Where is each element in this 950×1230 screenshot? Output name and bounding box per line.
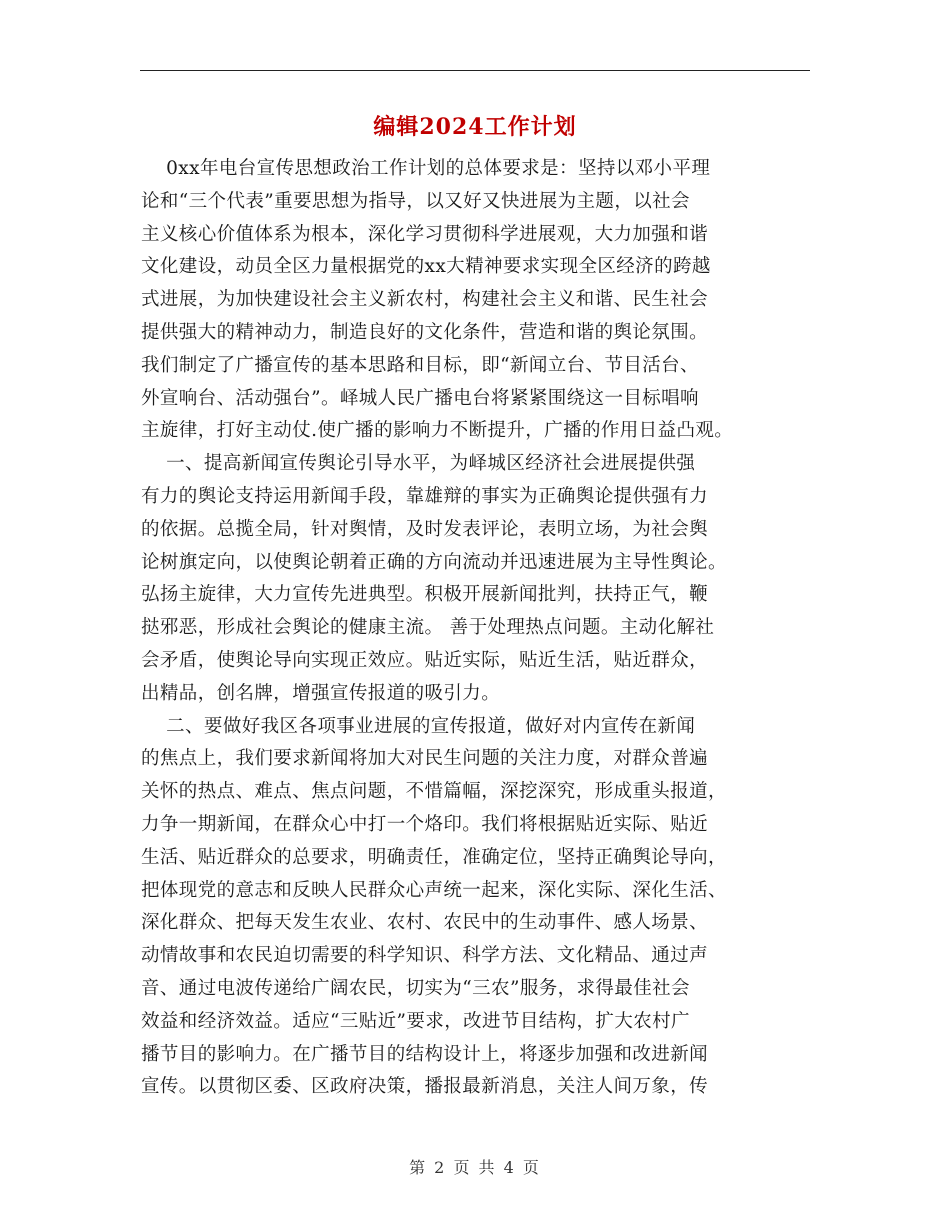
page-number: 第 2 页 共 4 页 <box>409 1158 541 1177</box>
body-line: 一、提高新闻宣传舆论引导水平，为峄城区经济社会进展提供强 <box>141 453 696 475</box>
body-line: 外宣响台、活动强台”。峄城人民广播电台将紧紧围绕这一目标唱响 <box>141 387 699 409</box>
body-line: 关怀的热点、难点、焦点问题，不惜篇幅，深挖深究，形成重头报道， <box>141 781 727 803</box>
body-line: 把体现党的意志和反映人民群众心声统一起来，深化实际、深化生活、 <box>141 879 727 901</box>
body-line: 的焦点上，我们要求新闻将加大对民生问题的关注力度，对群众普遍 <box>141 748 709 770</box>
body-line: 二、要做好我区各项事业进展的宣传报道，做好对内宣传在新闻 <box>141 715 696 737</box>
body-line: 生活、贴近群众的总要求，明确责任，准确定位，坚持正确舆论导向， <box>141 846 727 868</box>
body-line: 主旋律，打好主动仗.使广播的影响力不断提升，广播的作用日益凸观。 <box>141 420 734 442</box>
body-line: 提供强大的精神动力，制造良好的文化条件，营造和谐的舆论氛围。 <box>141 321 709 343</box>
body-line: 有力的舆论支持运用新闻手段，靠雄辩的事实为正确舆论提供强有力 <box>141 485 709 507</box>
body-line: 宣传。以贯彻区委、区政府决策，播报最新消息，关注人间万象，传 <box>141 1076 709 1098</box>
body-line: 的依据。总揽全局，针对舆情，及时发表评论，表明立场，为社会舆 <box>141 518 709 540</box>
body-line: 效益和经济效益。适应“三贴近”要求，改进节目结构，扩大农村广 <box>141 1010 690 1032</box>
body-line: 播节目的影响力。在广播节目的结构设计上，将逐步加强和改进新闻 <box>141 1043 709 1065</box>
body-line: 我们制定了广播宣传的基本思路和目标，即“新闻立台、节目活台、 <box>141 354 699 376</box>
body-line: 出精品，创名牌，增强宣传报道的吸引力。 <box>141 682 501 704</box>
body-line: 论和“三个代表”重要思想为指导，以又好又快进展为主题，以社会 <box>141 190 690 212</box>
body-line: 会矛盾，使舆论导向实现正效应。贴近实际，贴近生活，贴近群众， <box>141 649 709 671</box>
body-line: 挞邪恶，形成社会舆论的健康主流。 善于处理热点问题。主动化解社 <box>141 617 715 639</box>
body-line: 文化建设，动员全区力量根据党的xx大精神要求实现全区经济的跨越 <box>141 256 711 278</box>
header-rule <box>140 70 810 71</box>
body-line: 深化群众、把每天发生农业、农村、农民中的生动事件、感人场景、 <box>141 912 709 934</box>
body-line: 0xx年电台宣传思想政治工作计划的总体要求是：坚持以邓小平理 <box>141 158 711 179</box>
body-line: 动情故事和农民迫切需要的科学知识、科学方法、文化精品、通过声 <box>141 945 709 967</box>
body-line: 主义核心价值体系为根本，深化学习贯彻科学进展观，大力加强和谐 <box>141 223 709 245</box>
document-body <box>141 153 813 1104</box>
body-line: 论树旗定向，以使舆论朝着正确的方向流动并迅速进展为主导性舆论。 <box>141 551 727 573</box>
body-line: 音、通过电波传递给广阔农民，切实为“三农”服务，求得最佳社会 <box>141 977 690 999</box>
body-line: 式进展，为加快建设社会主义新农村，构建社会主义和谐、民生社会 <box>141 289 709 311</box>
body-line: 弘扬主旋律，大力宣传先进典型。积极开展新闻批判，扶持正气，鞭 <box>141 584 709 606</box>
body-line: 力争一期新闻，在群众心中打一个烙印。我们将根据贴近实际、贴近 <box>141 813 709 835</box>
document-title: 编辑2024工作计划 <box>373 114 577 140</box>
